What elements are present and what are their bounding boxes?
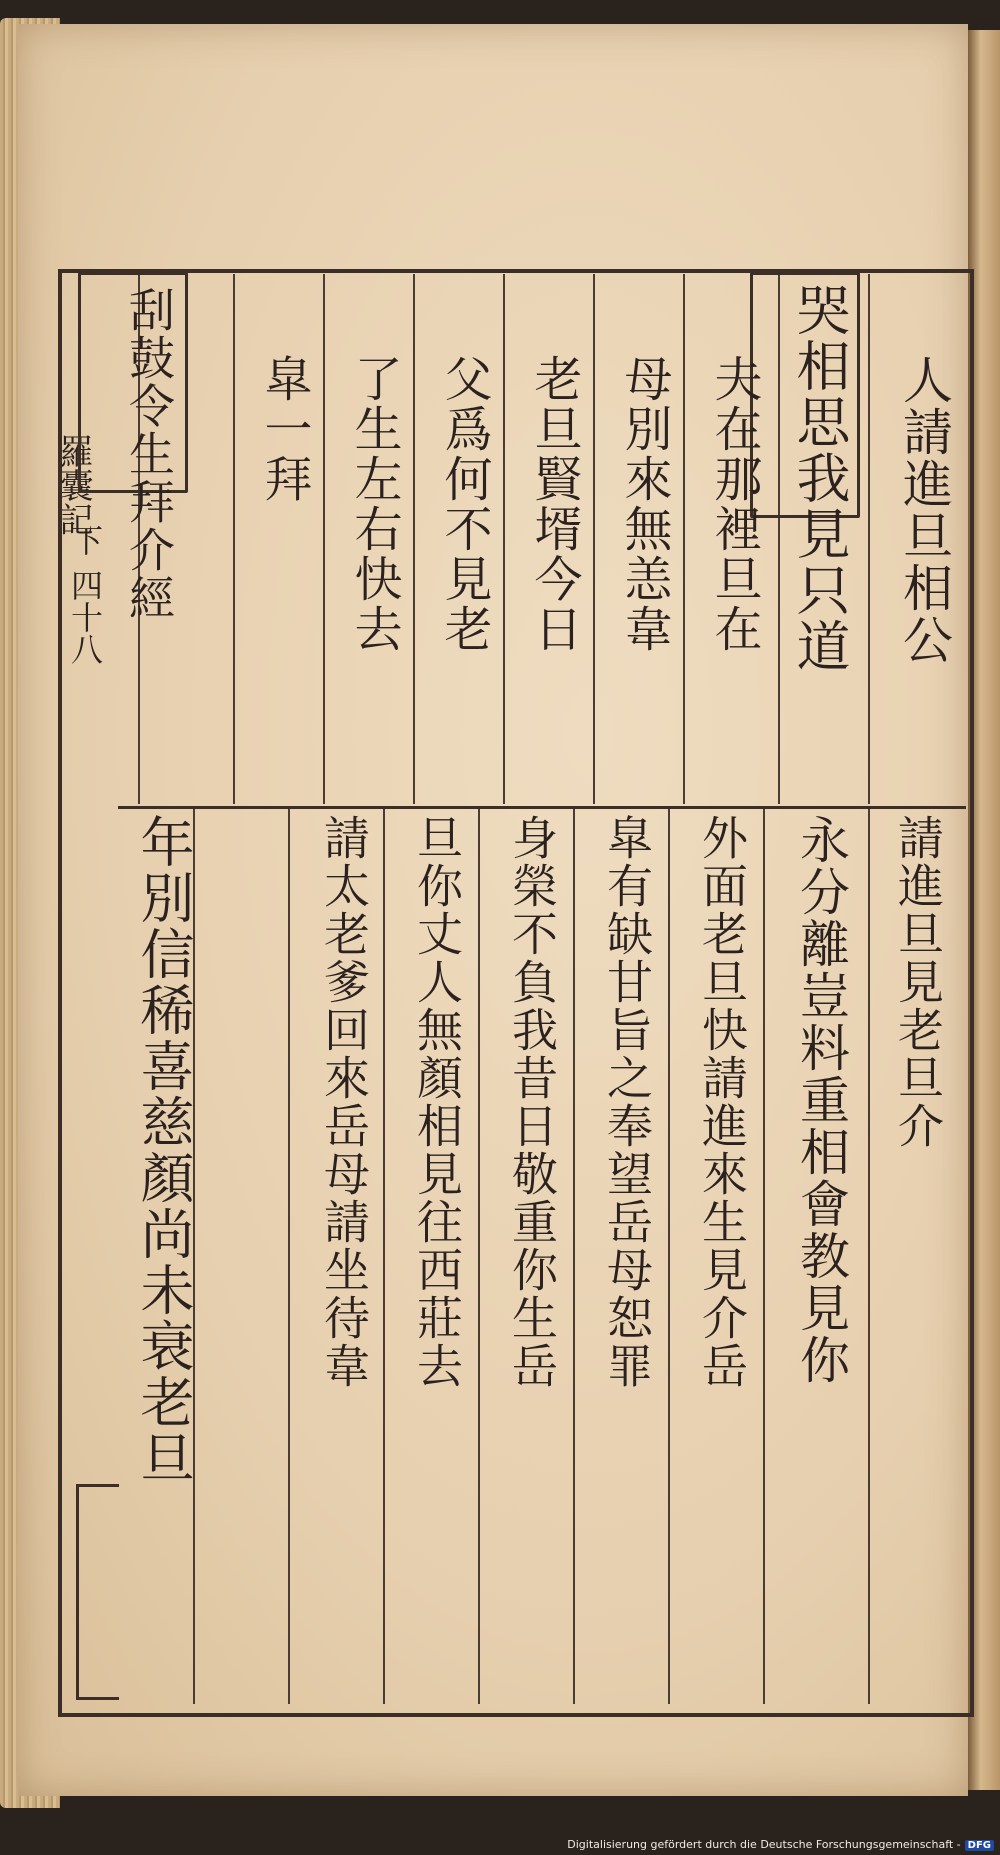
text-column: 哭相思我見只道	[788, 282, 851, 674]
register-divider	[118, 806, 966, 809]
page-number: 四十八	[66, 569, 104, 665]
text-column: 請進旦見老旦介	[891, 814, 945, 1150]
text-column: 年別信稀喜慈顏尚未衰老旦	[132, 814, 195, 1486]
credit-text: Digitalisierung gefördert durch die Deutsche Forschungsgemeinschaft -	[567, 1838, 961, 1851]
book-page	[18, 24, 968, 1796]
text-column: 外面老旦快請進來生見介岳	[695, 814, 749, 1390]
column-rule	[323, 274, 325, 804]
text-column: 身榮不負我昔日敬重你生岳	[505, 814, 559, 1390]
text-column: 父爲何不見老	[436, 354, 492, 654]
fascicle-label: 下	[66, 524, 104, 556]
text-column: 皐有缺甘旨之奉望岳母恕罪	[600, 814, 654, 1390]
dfg-logo: DFG	[965, 1840, 994, 1851]
column-rule	[573, 809, 575, 1704]
text-column: 皐一拜	[256, 354, 312, 504]
column-rule	[668, 809, 670, 1704]
column-rule	[478, 809, 480, 1704]
text-column: 請太老爹回來岳母請坐待韋	[317, 814, 371, 1390]
column-rule	[593, 274, 595, 804]
column-rule	[683, 274, 685, 804]
text-column: 老旦賢壻今日	[526, 354, 582, 654]
text-column: 永分離豈料重相會教見你	[792, 814, 850, 1386]
margin-bracket	[76, 1484, 119, 1700]
column-rule	[763, 809, 765, 1704]
column-rule	[503, 274, 505, 804]
text-column: 刮鼓令生拜介經	[122, 286, 176, 622]
text-column: 人請進旦相公	[895, 354, 953, 666]
text-column: 了生左右快去	[346, 354, 402, 654]
column-rule	[233, 274, 235, 804]
column-rule	[413, 274, 415, 804]
column-rule	[868, 809, 870, 1704]
digitization-credit	[567, 1838, 994, 1851]
text-column: 夫在那裡旦在	[706, 354, 762, 654]
column-rule	[383, 809, 385, 1704]
text-column: 旦你丈人無顏相見往西莊去	[410, 814, 464, 1390]
column-rule	[288, 809, 290, 1704]
column-rule	[868, 274, 870, 804]
text-column: 母別來無恙韋	[616, 354, 672, 654]
spine-title: 羅囊記	[53, 434, 93, 536]
